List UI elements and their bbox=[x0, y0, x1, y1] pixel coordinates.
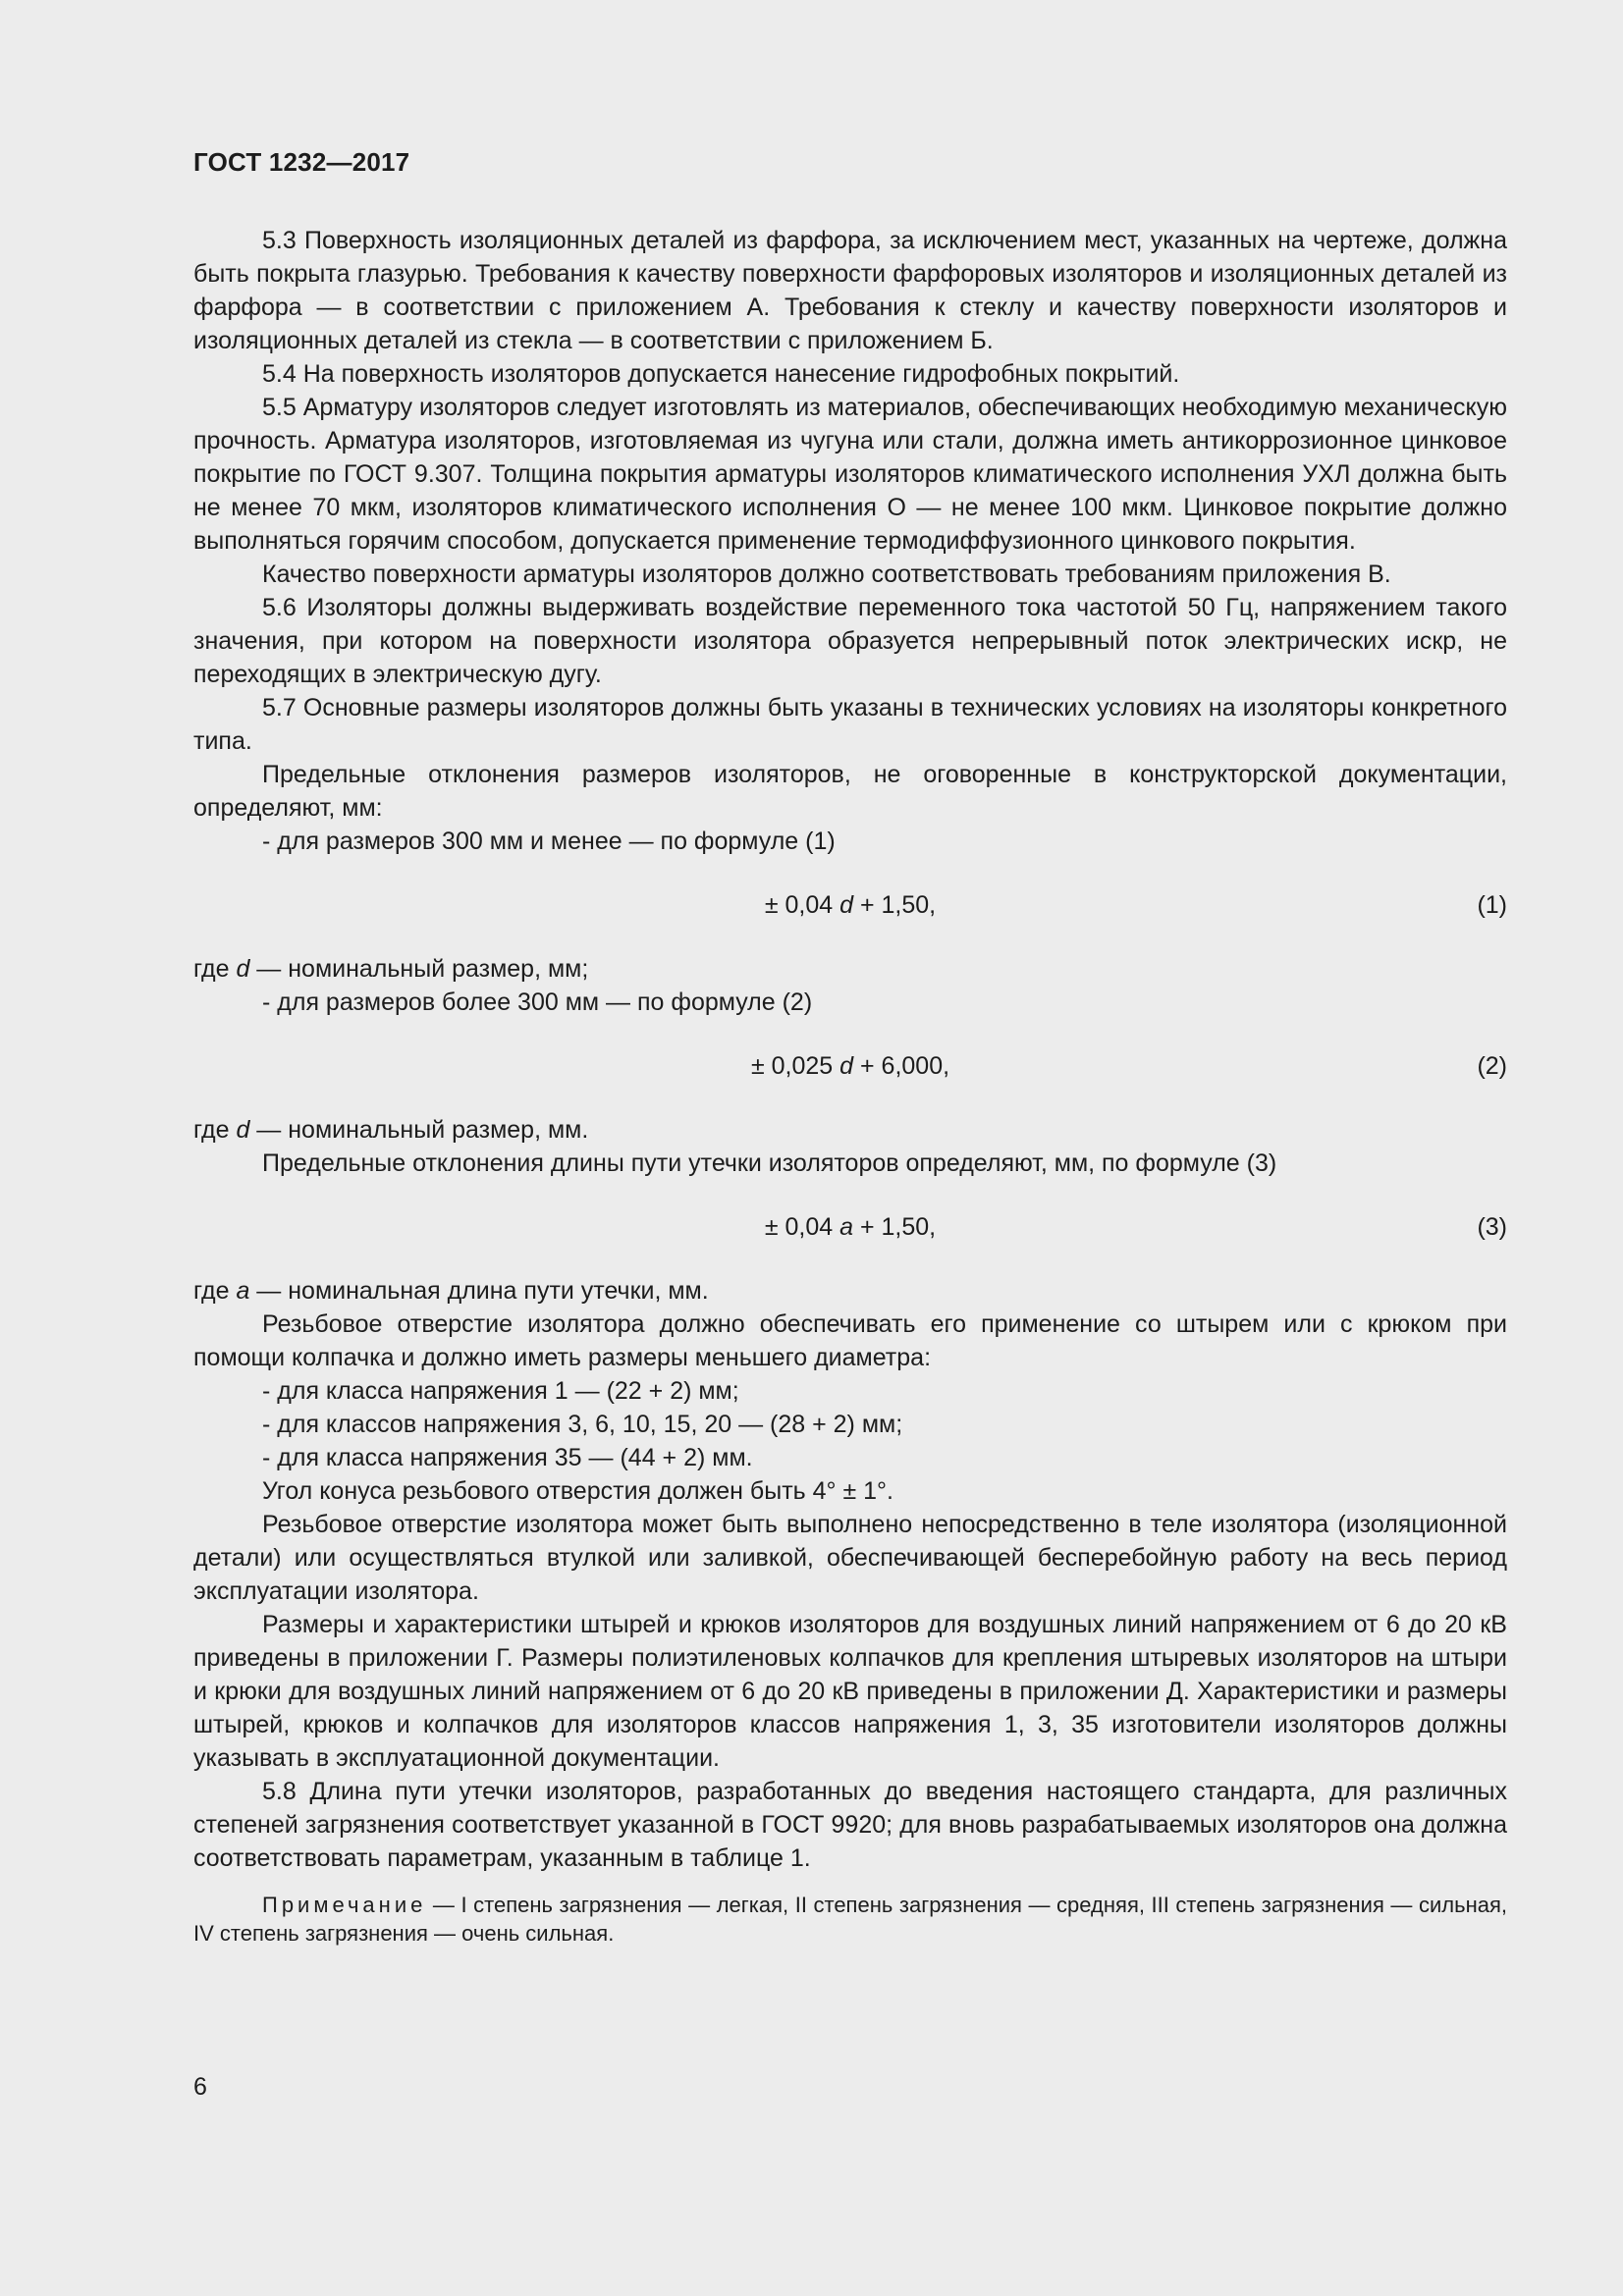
note-label: Примечание bbox=[262, 1893, 427, 1917]
document-header: ГОСТ 1232—2017 bbox=[193, 147, 410, 177]
note-text: — I степень загрязнения — легкая, II степень загрязнения — средняя, III степень загрязнения — сильная, IV степень загрязнения — очень сильная. bbox=[193, 1893, 1507, 1946]
list-item-dash-1: - для размеров 300 мм и менее — по формуле (1) bbox=[262, 828, 836, 855]
formula-2-number: (2) bbox=[1477, 1052, 1507, 1080]
paragraph-5-4: 5.4 На поверхность изоляторов допускается нанесение гидрофобных покрытий. bbox=[262, 360, 1180, 388]
formula-1-number: (1) bbox=[1477, 891, 1507, 919]
paragraph-5-8: 5.8 Длина пути утечки изоляторов, разработанных до введения настоящего стандарта, для различных степеней загрязнения соответствует указанной в ГОСТ 9920; для вновь разрабатываемых изоляторов она должна соответствовать параметрам, указанным в таблице 1. bbox=[193, 1778, 1507, 1872]
formula-1: ± 0,04 d + 1,50, (1) bbox=[193, 888, 1507, 922]
where-3: где a — номинальная длина пути утечки, мм. bbox=[193, 1277, 709, 1305]
where-1: где d — номинальный размер, мм; bbox=[193, 955, 589, 983]
paragraph-5-6: 5.6 Изоляторы должны выдерживать воздействие переменного тока частотой 50 Гц, напряжением такого значения, при котором на поверхности изолятора образуется непрерывный поток электрических искр, не переходящих в электрическую дугу. bbox=[193, 594, 1507, 688]
list-item-class-1: - для класса напряжения 1 — (22 + 2) мм; bbox=[262, 1377, 739, 1405]
where-2: где d — номинальный размер, мм. bbox=[193, 1116, 589, 1144]
list-item-class-35: - для класса напряжения 35 — (44 + 2) мм. bbox=[262, 1444, 753, 1471]
page-number: 6 bbox=[193, 2073, 207, 2101]
formula-2: ± 0,025 d + 6,000, (2) bbox=[193, 1049, 1507, 1083]
paragraph-fittings-quality: Качество поверхности арматуры изоляторов должно соответствовать требованиям приложения В. bbox=[262, 561, 1391, 588]
formula-3: ± 0,04 a + 1,50, (3) bbox=[193, 1210, 1507, 1244]
paragraph-pins-hooks: Размеры и характеристики штырей и крюков изоляторов для воздушных линий напряжением от 6 до 20 кВ приведены в приложении Г. Размеры полиэтиленовых колпачков для крепления штыревых изоляторов на штыри и крюки для воздушных линий напряжением от 6 до 20 кВ приведены в приложении Д. Характеристики и размеры штырей, крюков и колпачков для изоляторов классов напряжения 1, 3, 35 изготовители изоляторов должны указывать в эксплуатационной документации. bbox=[193, 1611, 1507, 1772]
paragraph-cone-angle: Угол конуса резьбового отверстия должен быть 4° ± 1°. bbox=[262, 1477, 893, 1505]
list-item-class-3-20: - для классов напряжения 3, 6, 10, 15, 20 — (28 + 2) мм; bbox=[262, 1411, 903, 1438]
list-item-dash-2: - для размеров более 300 мм — по формуле (2) bbox=[262, 988, 813, 1016]
paragraph-5-5: 5.5 Арматуру изоляторов следует изготовлять из материалов, обеспечивающих необходимую механическую прочность. Арматура изоляторов, изготовляемая из чугуна или стали, должна иметь антикоррозионное цинковое покрытие по ГОСТ 9.307. Толщина покрытия арматуры изоляторов климатического исполнения УХЛ должна быть не менее 70 мкм, изоляторов климатического исполнения О — не менее 100 мкм. Цинковое покрытие должно выполняться горячим способом, допускается применение термодиффузионного цинкового покрытия. bbox=[193, 394, 1507, 555]
note bbox=[193, 1891, 1507, 1948]
paragraph-5-3: 5.3 Поверхность изоляционных деталей из фарфора, за исключением мест, указанных на чертеже, должна быть покрыта глазурью. Требования к качеству поверхности фарфоровых изоляторов и изоляционных деталей из фарфора — в соответствии с приложением А. Требования к стеклу и качеству поверхности изоляторов и изоляционных деталей из стекла — в соответствии с приложением Б. bbox=[193, 227, 1507, 354]
paragraph-leak-intro: Предельные отклонения длины пути утечки изоляторов определяют, мм, по формуле (3) bbox=[262, 1149, 1277, 1177]
paragraph-tolerances: Предельные отклонения размеров изоляторов, не оговоренные в конструкторской документации, определяют, мм: bbox=[193, 761, 1507, 822]
paragraph-thread-hole: Резьбовое отверстие изолятора должно обеспечивать его применение со штырем или с крюком при помощи колпачка и должно иметь размеры меньшего диаметра: bbox=[193, 1310, 1507, 1371]
body-text bbox=[193, 224, 1507, 1948]
paragraph-thread-hole-body: Резьбовое отверстие изолятора может быть выполнено непосредственно в теле изолятора (изоляционной детали) или осуществляться втулкой или заливкой, обеспечивающей бесперебойную работу на весь период эксплуатации изолятора. bbox=[193, 1511, 1507, 1605]
formula-3-number: (3) bbox=[1477, 1213, 1507, 1241]
paragraph-5-7: 5.7 Основные размеры изоляторов должны быть указаны в технических условиях на изоляторы конкретного типа. bbox=[193, 694, 1507, 755]
